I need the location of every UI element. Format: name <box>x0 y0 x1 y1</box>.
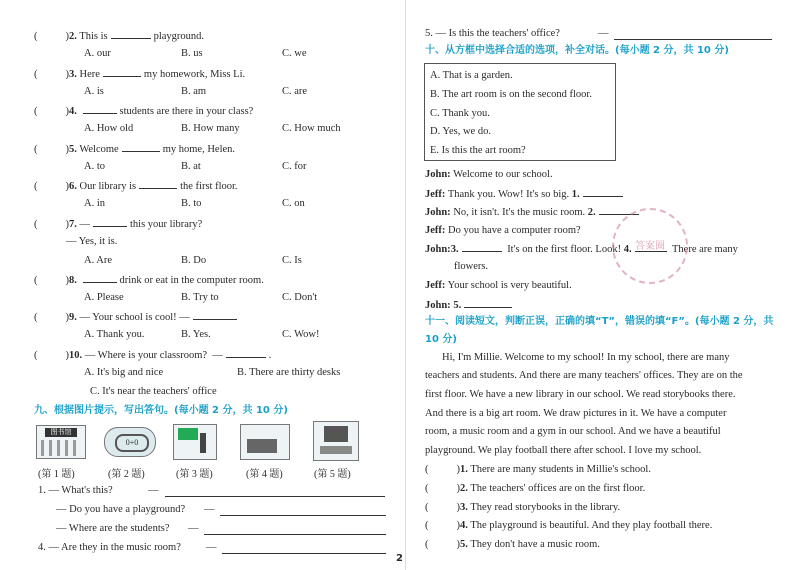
option-c: C. for <box>282 161 307 172</box>
option-a: A. is <box>84 86 104 97</box>
passage-line: teachers and students. And there are many teachers' offices. They are on the <box>425 370 743 381</box>
option-c: C. Is <box>282 255 302 266</box>
option-b: B. Try to <box>181 292 219 303</box>
library-sign: 图书馆 <box>45 428 77 437</box>
question-7: ( )7. — this your library? <box>34 219 203 230</box>
question-10: ( )10. — Where is your classroom? — . <box>34 350 272 361</box>
library-picture <box>36 425 86 459</box>
option-a: A. in <box>84 198 105 209</box>
tf-item-4: ( )4. The playground is beautiful. And they play football there. <box>425 520 713 531</box>
answer-dash: — <box>148 485 159 496</box>
answer-dash: — <box>188 523 199 534</box>
option-b: B. to <box>181 198 202 209</box>
option-c: C. on <box>282 198 305 209</box>
dialogue-line-4: Jeff: Do you have a computer room? <box>425 225 581 236</box>
passage-line: Hi, I'm Millie. Welcome to my school! In my school, there are many <box>442 352 730 363</box>
option-b: B. Yes. <box>181 329 211 340</box>
tf-item-3: ( )3. They read storybooks in the library. <box>425 502 621 513</box>
section-11-title-cont: 10 分) <box>425 334 457 345</box>
dialogue-line-2: Jeff: Thank you. Wow! It's so big. 1. <box>425 187 626 202</box>
option-b: B. at <box>181 161 201 172</box>
box-option-b: B. The art room is on the second floor. <box>430 89 592 100</box>
picture-caption-5: (第 5 题) <box>314 469 351 480</box>
playground-track: 0+0 <box>115 434 149 452</box>
dialogue-line-1: John: Welcome to our school. <box>425 169 553 180</box>
writing-question-2: — Do you have a playground? <box>56 504 186 515</box>
option-b: B. us <box>181 48 203 59</box>
question-7-reply: — Yes, it is. <box>66 236 118 247</box>
question-9: ( )9. — Your school is cool! — <box>34 310 240 325</box>
answer-line-2[interactable] <box>220 514 386 516</box>
writing-question-5: 5. — Is this the teachers' office? <box>425 28 560 39</box>
answer-line-1[interactable] <box>165 495 385 497</box>
option-c: C. How much <box>282 123 341 134</box>
option-c: C. Wow! <box>282 329 320 340</box>
option-c: C. It's near the teachers' office <box>90 386 217 397</box>
option-b: B. Do <box>181 255 207 266</box>
answer-line-5[interactable] <box>614 38 772 40</box>
classroom-picture <box>173 424 217 460</box>
picture-caption-2: (第 2 题) <box>108 469 145 480</box>
option-b: B. How many <box>181 123 240 134</box>
box-option-a: A. That is a garden. <box>430 70 513 81</box>
tf-item-5: ( )5. They don't have a music room. <box>425 539 600 550</box>
option-a: A. It's big and nice <box>84 367 164 378</box>
question-8: ( )8. drink or eat in the computer room. <box>34 275 264 286</box>
option-c: C. are <box>282 86 308 97</box>
answer-dash: — <box>204 504 215 515</box>
dialogue-line-5-cont: flowers. <box>454 261 489 272</box>
dialogue-line-5: John:3. It's on the first floor. Look! 4. There are many <box>425 244 738 255</box>
option-c: C. we <box>282 48 307 59</box>
option-a: A. our <box>84 48 111 59</box>
question-4: ( )4. students are there in your class? <box>34 106 254 117</box>
office-picture <box>313 421 359 461</box>
question-3: ( )3. Here my homework, Miss Li. <box>34 69 246 80</box>
box-option-c: C. Thank you. <box>430 108 490 119</box>
question-5: ( )5. Welcome my home, Helen. <box>34 144 236 155</box>
passage-line: room, a music room and a gym in our school. And we have a beautiful <box>425 426 721 437</box>
writing-question-1: 1. — What's this? <box>38 485 113 496</box>
answer-line-3[interactable] <box>204 533 386 535</box>
option-a: A. to <box>84 161 105 172</box>
picture-caption-1: (第 1 题) <box>38 469 75 480</box>
option-a: A. Please <box>84 292 124 303</box>
page-number: 2 <box>396 553 403 564</box>
section-10-title: 十、从方框中选择合适的选项，补全对话。(每小题 2 分，共 10 分) <box>425 45 729 56</box>
answer-dash: — <box>206 542 217 553</box>
playground-picture <box>104 427 156 457</box>
answer-stamp: 答案圈 <box>612 208 688 284</box>
passage-line: playground. We play football there after school. I love my school. <box>425 445 702 456</box>
option-c: C. Don't <box>282 292 318 303</box>
page-divider <box>405 0 406 570</box>
option-b: B. There are thirty desks <box>237 367 341 378</box>
dialogue-line-6: Jeff: Your school is very beautiful. <box>425 280 572 291</box>
music-room-picture <box>240 424 290 460</box>
question-6: ( )6. Our library is the first floor. <box>34 181 238 192</box>
answer-line-4[interactable] <box>222 552 386 554</box>
answer-dash: — <box>598 28 609 39</box>
passage-line: first floor. We have a new library in our school. We read storybooks there. <box>425 389 736 400</box>
option-a: A. How old <box>84 123 134 134</box>
picture-caption-4: (第 4 题) <box>246 469 283 480</box>
writing-question-4: 4. — Are they in the music room? <box>38 542 181 553</box>
writing-question-3: — Where are the students? <box>56 523 170 534</box>
section-9-title: 九、根据图片提示，写出答句。(每小题 2 分，共 10 分) <box>34 405 288 416</box>
box-option-d: D. Yes, we do. <box>430 126 491 137</box>
option-b: B. am <box>181 86 207 97</box>
passage-line: And there is a big art room. We draw pictures in it. We have a computer <box>425 408 727 419</box>
question-2: ( )2. This is playground. <box>34 31 205 42</box>
tf-item-1: ( )1. There are many students in Millie's school. <box>425 464 651 475</box>
tf-item-2: ( )2. The teachers' offices are on the first floor. <box>425 483 646 494</box>
section-11-title: 十一、阅读短文，判断正误，正确的填“T”，错误的填“F”。(每小题 2 分，共 <box>425 316 774 327</box>
option-a: A. Are <box>84 255 112 266</box>
dialogue-line-7: John: 5. <box>425 298 515 313</box>
picture-caption-3: (第 3 题) <box>176 469 213 480</box>
box-option-e: E. Is this the art room? <box>430 145 526 156</box>
option-a: A. Thank you. <box>84 329 145 340</box>
dialogue-line-3: John: No, it isn't. It's the music room. 2. <box>425 205 642 220</box>
